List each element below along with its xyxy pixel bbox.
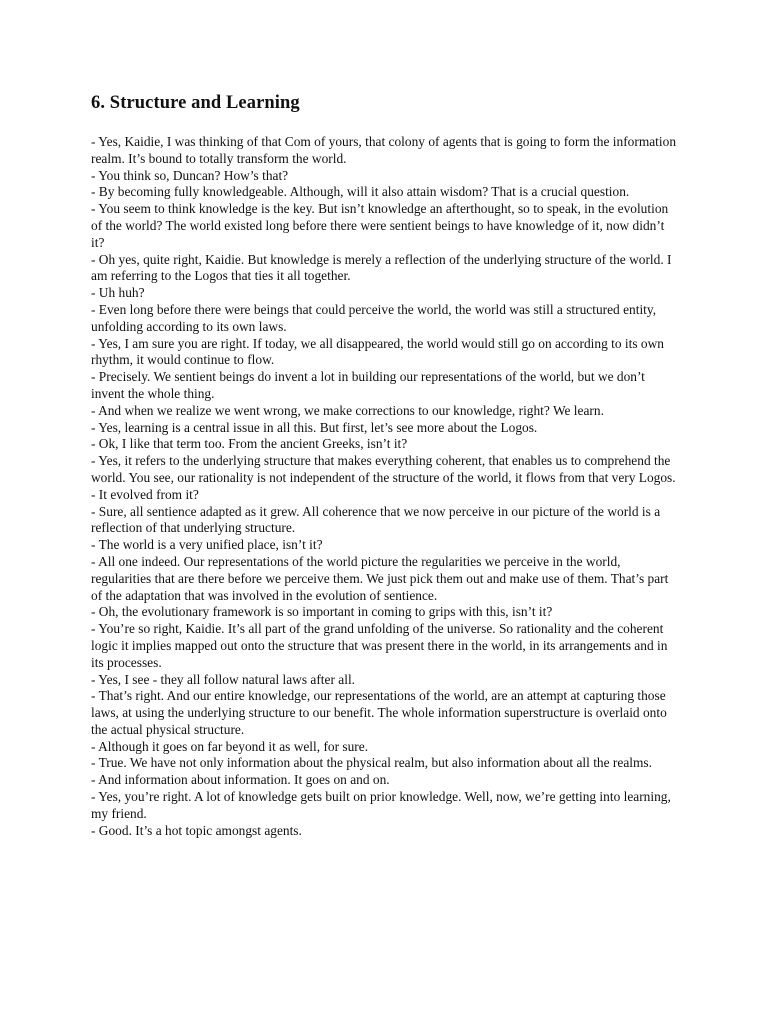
document-page [91,92,681,839]
dialogue-line: - Yes, I see - they all follow natural laws after all. [91,671,356,687]
dialogue-line: - Although it goes on far beyond it as well, for sure. [91,738,369,754]
dialogue-line: - You seem to think knowledge is the key. But isn’t knowledge an afterthought, so to speak, in the evolution of the world? The world existed long before there were sentient beings to have knowledge of it, now didn’t it? [91,201,669,250]
dialogue-line: - By becoming fully knowledgeable. Although, will it also attain wisdom? That is a crucial question. [91,184,630,200]
dialogue-line: - Good. It’s a hot topic amongst agents. [91,822,302,838]
dialogue-line: - Yes, Kaidie, I was thinking of that Com of yours, that colony of agents that is going to form the information realm. It’s bound to totally transform the world. [91,134,677,166]
dialogue-line: - That’s right. And our entire knowledge, our representations of the world, are an attempt at capturing those laws, at using the underlying structure to our benefit. The whole information superstructure is overlaid onto the actual physical structure. [91,688,667,737]
dialogue-line: - Sure, all sentience adapted as it grew. All coherence that we now perceive in our picture of the world is a reflection of that underlying structure. [91,503,661,536]
dialogue-line: - Yes, I am sure you are right. If today, we all disappeared, the world would still go on according to its own rhythm, it would continue to flow. [91,335,664,368]
dialogue-body [91,134,681,839]
dialogue-line: - Yes, learning is a central issue in all this. But first, let’s see more about the Logos. [91,419,538,435]
dialogue-line: - You think so, Duncan? How’s that? [91,167,289,183]
dialogue-line: - It evolved from it? [91,486,199,502]
dialogue-line: - And when we realize we went wrong, we make corrections to our knowledge, right? We learn. [91,402,604,418]
dialogue-line: - True. We have not only information about the physical realm, but also information about all the realms. [91,755,652,771]
dialogue-line: - Yes, it refers to the underlying structure that makes everything coherent, that enables us to comprehend the world. You see, our rationality is not independent of the structure of the world, it flows from that very Logos. [91,453,676,485]
chapter-title: 6. Structure and Learning [91,93,300,113]
dialogue-line: - Precisely. We sentient beings do invent a lot in building our representations of the world, but we don’t invent the whole thing. [91,369,645,401]
dialogue-line: - Ok, I like that term too. From the ancient Greeks, isn’t it? [91,436,408,452]
dialogue-line: - Oh yes, quite right, Kaidie. But knowledge is merely a reflection of the underlying structure of the world. I am referring to the Logos that ties it all together. [91,251,672,284]
dialogue-line: - Yes, you’re right. A lot of knowledge gets built on prior knowledge. Well, now, we’re getting into learning, my friend. [91,789,671,821]
dialogue-line: - Oh, the evolutionary framework is so important in coming to grips with this, isn’t it? [91,604,553,620]
dialogue-line: - The world is a very unified place, isn’t it? [91,537,323,553]
dialogue-line: - And information about information. It goes on and on. [91,772,390,788]
dialogue-line: - You’re so right, Kaidie. It’s all part of the grand unfolding of the universe. So rationality and the coherent logic it implies mapped out onto the structure that was present there in the world, in its arrangements and in its processes. [91,621,668,670]
dialogue-line: - Uh huh? [91,285,145,301]
dialogue-line: - Even long before there were beings that could perceive the world, the world was still a structured entity, unfolding according to its own laws. [91,301,657,334]
dialogue-line: - All one indeed. Our representations of the world picture the regularities we perceive in the world, regularities that are there before we perceive them. We just pick them out and make use of them. That’s part of the adaptation that was involved in the evolution of sentience. [91,553,669,603]
